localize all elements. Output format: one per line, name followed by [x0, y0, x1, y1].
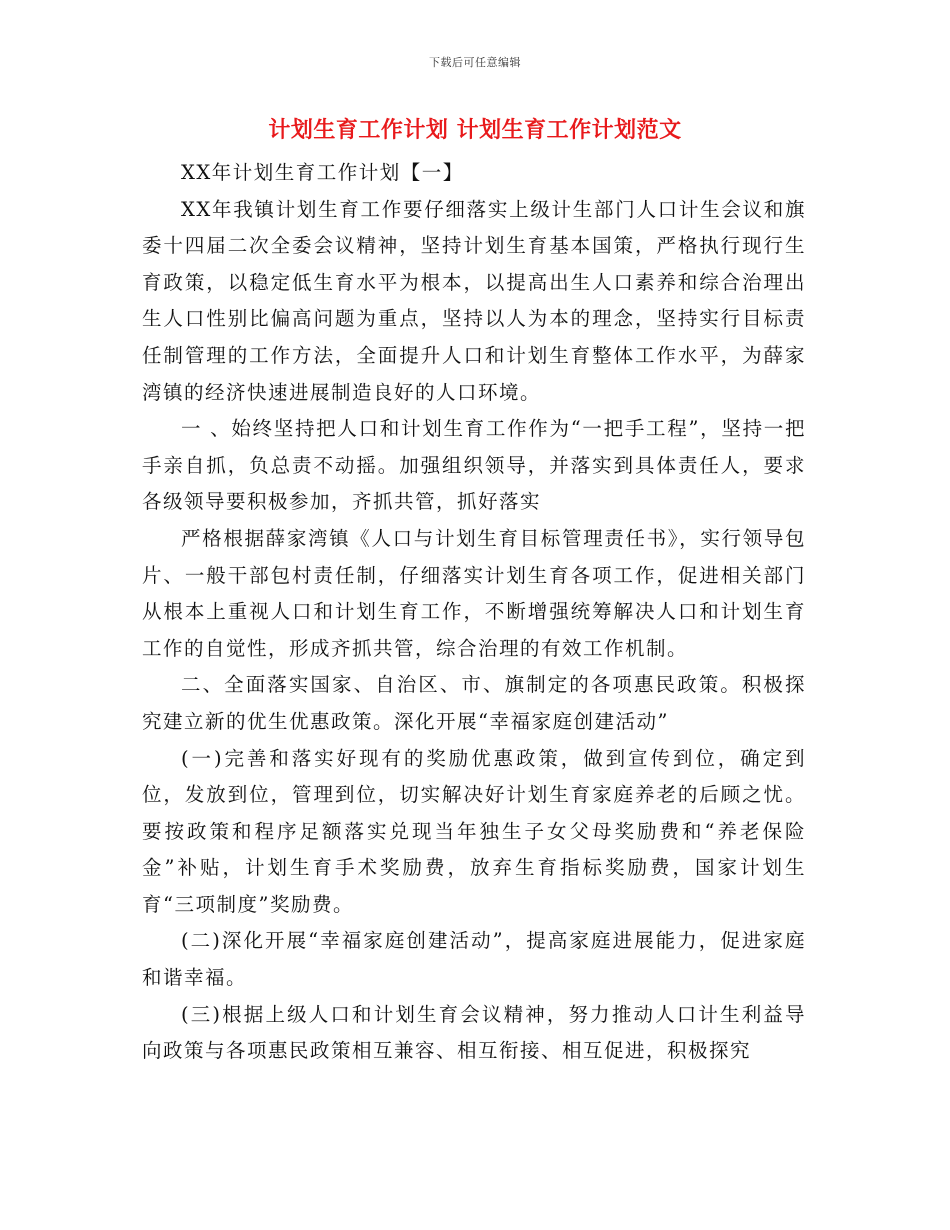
paragraph: 二、全面落实国家、自治区、市、旗制定的各项惠民政策。积极探究建立新的优生优惠政策。深化开展“幸福家庭创建活动”	[142, 673, 806, 733]
document-body	[142, 155, 806, 1070]
page-header-note: 下载后可任意编辑	[429, 56, 521, 69]
paragraph: 严格根据薛家湾镇《人口与计划生育目标管理责任书》，实行领导包片、一般干部包村责任制，仔细落实计划生育各项工作，促进相关部门从根本上重视人口和计划生育工作，不断增强统筹解决人口和计划生育工作的自觉性，形成齐抓共管，综合治理的有效工作机制。	[142, 526, 806, 660]
paragraph: XX年我镇计划生育工作要仔细落实上级计生部门人口计生会议和旗委十四届二次全委会议精神，坚持计划生育基本国策，严格执行现行生育政策，以稳定低生育水平为根本，以提高出生人口素养和综合治理出生人口性别比偏高问题为重点，坚持以人为本的理念，坚持实行目标责任制管理的工作方法，全面提升人口和计划生育整体工作水平，为薛家湾镇的经济快速进展制造良好的人口环境。	[142, 197, 806, 404]
paragraph: (二)深化开展“幸福家庭创建活动”，提高家庭进展能力，促进家庭和谐幸福。	[142, 929, 806, 990]
paragraph: (三)根据上级人口和计划生育会议精神，努力推动人口计生利益导向政策与各项惠民政策相互兼容、相互衔接、相互促进，积极探究	[142, 1002, 806, 1063]
document-title: 计划生育工作计划 计划生育工作计划范文	[268, 117, 682, 143]
paragraph: (一)完善和落实好现有的奖励优惠政策，做到宣传到位，确定到位，发放到位，管理到位，切实解决好计划生育家庭养老的后顾之忧。要按政策和程序足额落实兑现当年独生子女父母奖励费和“养老保险金”补贴，计划生育手术奖励费，放弃生育指标奖励费，国家计划生育“三项制度”奖励费。	[142, 746, 806, 916]
paragraph: 一 、始终坚持把人口和计划生育工作作为“一把手工程”，坚持一把手亲自抓，负总责不动摇。加强组织领导，并落实到具体责任人，要求各级领导要积极参加，齐抓共管，抓好落实	[142, 417, 806, 514]
section-heading: XX年计划生育工作计划【一】	[181, 161, 464, 184]
